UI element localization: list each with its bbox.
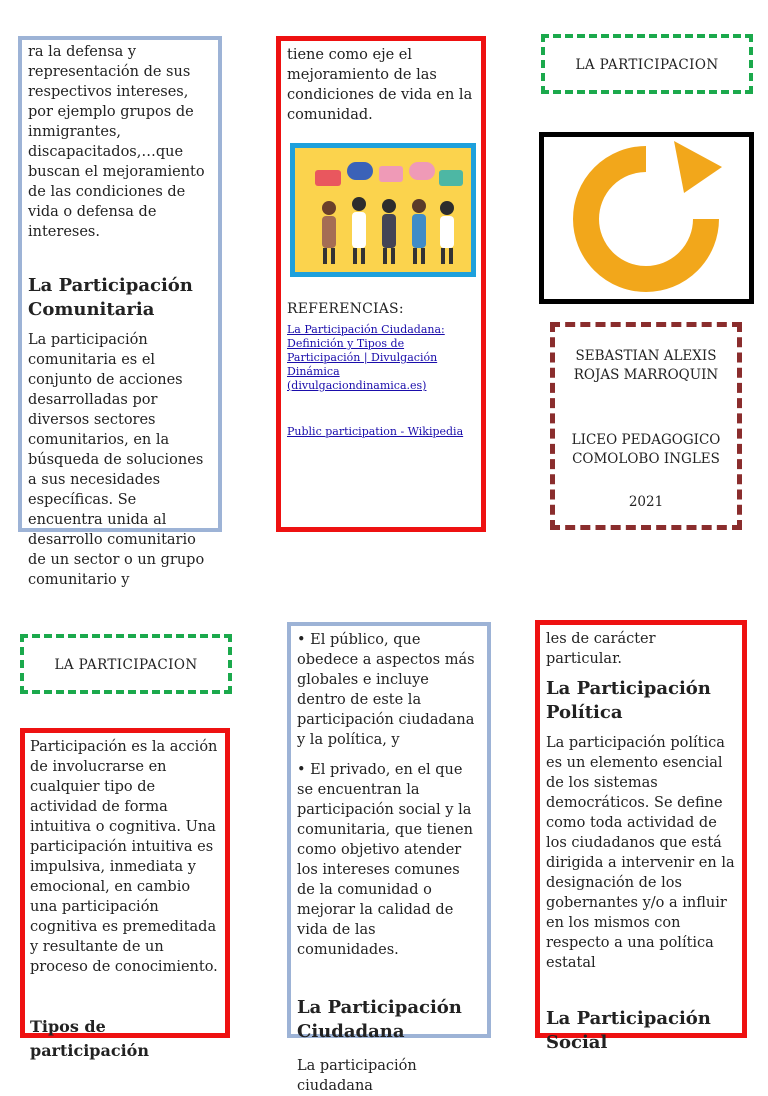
- panel1-heading: La Participación Comunitaria: [28, 275, 193, 320]
- panel6-heading2: La Participación Social: [546, 1008, 711, 1053]
- panel4-title: LA PARTICIPACION: [54, 657, 198, 673]
- panel-references: [276, 36, 486, 532]
- cover-year: 2021: [628, 494, 664, 510]
- panel4-body: Participación es la acción de involucrarse en cualquier tipo de actividad de forma intuitiva o cognitiva. Una participación intuitiva es impulsiva, inmediata y emocional, en cambio una participación cognitiva es premeditada y resultante de un proceso de conocimiento.: [30, 739, 218, 975]
- panel6-intro: les de carácter particular.: [546, 631, 656, 667]
- reference-link-divulgacion[interactable]: La Participación Ciudadana: Definición y Tipos de Participación | Divulgación Dinámica (divulgaciondinamica.es): [287, 323, 445, 392]
- people-speech-bubbles-illustration: [290, 143, 476, 277]
- panel-comunitaria: [18, 36, 222, 588]
- panel-ciudadana: [287, 622, 491, 1094]
- circular-arrow-icon: [539, 132, 754, 304]
- author-name-line1: SEBASTIAN ALEXIS: [575, 348, 717, 364]
- cover-title: LA PARTICIPACION: [575, 57, 719, 73]
- panel5-body-start: La participación ciudadana: [297, 1058, 417, 1094]
- panel5-bullet2: • El privado, en el que se encuentran la participación social y la comunitaria, que tienen como objetivo atender los intereses comunes de la comunidad o mejorar la calidad de vida de las comunidades.: [297, 762, 473, 958]
- reference-link-wikipedia[interactable]: Public participation - Wikipedia: [287, 425, 464, 438]
- panel4-heading: Tipos de participación: [30, 1017, 149, 1060]
- panel6-body1: La participación política es un elemento esencial de los sistemas democráticos. Se define como toda actividad de los ciudadanos que está dirigida a intervenir en la designación de los gobernantes y/o a influir en los mismos con respecto a una política estatal: [546, 735, 735, 971]
- school-name-line2: COMOLOBO INGLES: [572, 451, 720, 467]
- panel-participacion: [20, 728, 230, 1060]
- panel6-heading1: La Participación Política: [546, 678, 711, 723]
- cover-author-box: [550, 322, 742, 530]
- panel5-bullet1: • El público, que obedece a aspectos más globales e incluye dentro de este la participación ciudadana y la política, y: [297, 632, 475, 748]
- panel1-intro: ra la defensa y representación de sus respectivos intereses, por ejemplo grupos de inmigrantes, discapacitados,…que buscan el mejoramiento de las condiciones de vida o defensa de intereses.: [28, 44, 205, 240]
- panel5-heading: La Participación Ciudadana: [297, 997, 462, 1042]
- panel-politica: [535, 620, 747, 1053]
- panel4-title-box: [20, 634, 232, 694]
- panel2-intro: tiene como eje el mejoramiento de las condiciones de vida en la comunidad.: [287, 47, 473, 123]
- cover-title-box: [541, 34, 753, 94]
- school-name-line1: LICEO PEDAGOGICO: [571, 432, 721, 448]
- author-name-line2: ROJAS MARROQUIN: [573, 367, 719, 383]
- references-title: REFERENCIAS:: [287, 301, 404, 317]
- illustration-svg: [295, 148, 471, 272]
- panel1-body: La participación comunitaria es el conjunto de acciones desarrolladas por diversos sectores comunitarios, en la búsqueda de soluciones a sus necesidades específicas. Se encuentra unida al desarrollo comunitario de un sector o un grupo comunitario y: [28, 332, 205, 588]
